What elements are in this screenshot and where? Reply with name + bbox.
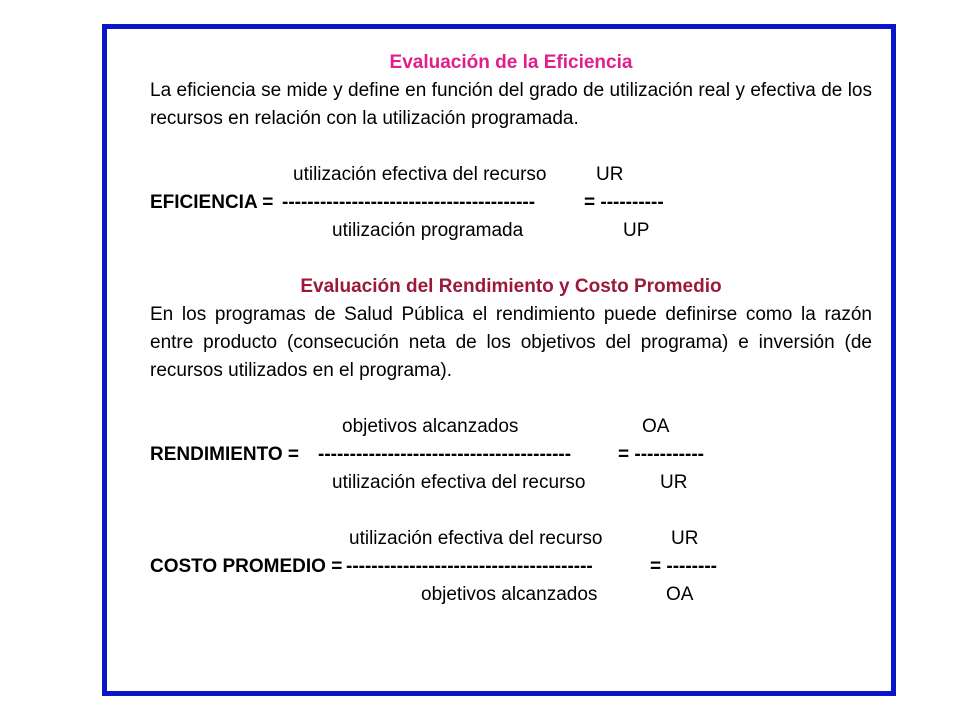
efficiency-label: EFICIENCIA = [150,192,279,213]
efficiency-numerator: utilización efectiva del recurso [293,164,547,185]
efficiency-paragraph: La eficiencia se mide y define en función del grado de utilización real y efectiva de los recursos en relación con la utilización programada. [150,80,872,129]
efficiency-denominator: utilización programada [332,220,524,241]
spacer [150,245,872,273]
cost-denominator-abbr: OA [666,584,694,605]
performance-paragraph: En los programas de Salud Pública el rendimiento puede definirse como la razón entre producto (consecución neta de los objetivos del programa) e inversión (de recursos utilizados en el programa). [150,304,872,381]
performance-denominator-row [150,469,872,497]
cost-numerator-row [150,525,872,553]
performance-dashes: ---------------------------------------- [318,444,577,465]
performance-numerator-abbr: OA [642,416,670,437]
cost-equals: = -------- [650,556,717,577]
cost-dashes: --------------------------------------- [346,556,599,577]
cost-numerator: utilización efectiva del recurso [349,528,603,549]
spacer [150,133,872,161]
section-title-performance: Evaluación del Rendimiento y Costo Promedio [300,276,722,297]
efficiency-denominator-row [150,217,872,245]
section-title-efficiency: Evaluación de la Eficiencia [389,52,633,73]
efficiency-formula-row [150,189,872,217]
efficiency-equals: = ---------- [584,192,664,213]
cost-denominator-row [150,581,872,609]
performance-formula-row [150,441,872,469]
performance-numerator-row [150,413,872,441]
spacer [150,497,872,525]
performance-denominator-abbr: UR [660,472,688,493]
document-content [150,49,872,609]
efficiency-dashes: ---------------------------------------- [282,192,541,213]
spacer [150,385,872,413]
efficiency-denominator-abbr: UP [623,220,650,241]
cost-denominator: objetivos alcanzados [421,584,598,605]
cost-formula-row [150,553,872,581]
performance-denominator: utilización efectiva del recurso [332,472,586,493]
performance-label: RENDIMIENTO = [150,444,305,465]
efficiency-numerator-row [150,161,872,189]
document-frame [102,24,896,696]
cost-numerator-abbr: UR [671,528,699,549]
efficiency-numerator-abbr: UR [596,164,624,185]
performance-numerator: objetivos alcanzados [342,416,519,437]
cost-label: COSTO PROMEDIO = [150,556,348,577]
performance-equals: = ----------- [618,444,704,465]
